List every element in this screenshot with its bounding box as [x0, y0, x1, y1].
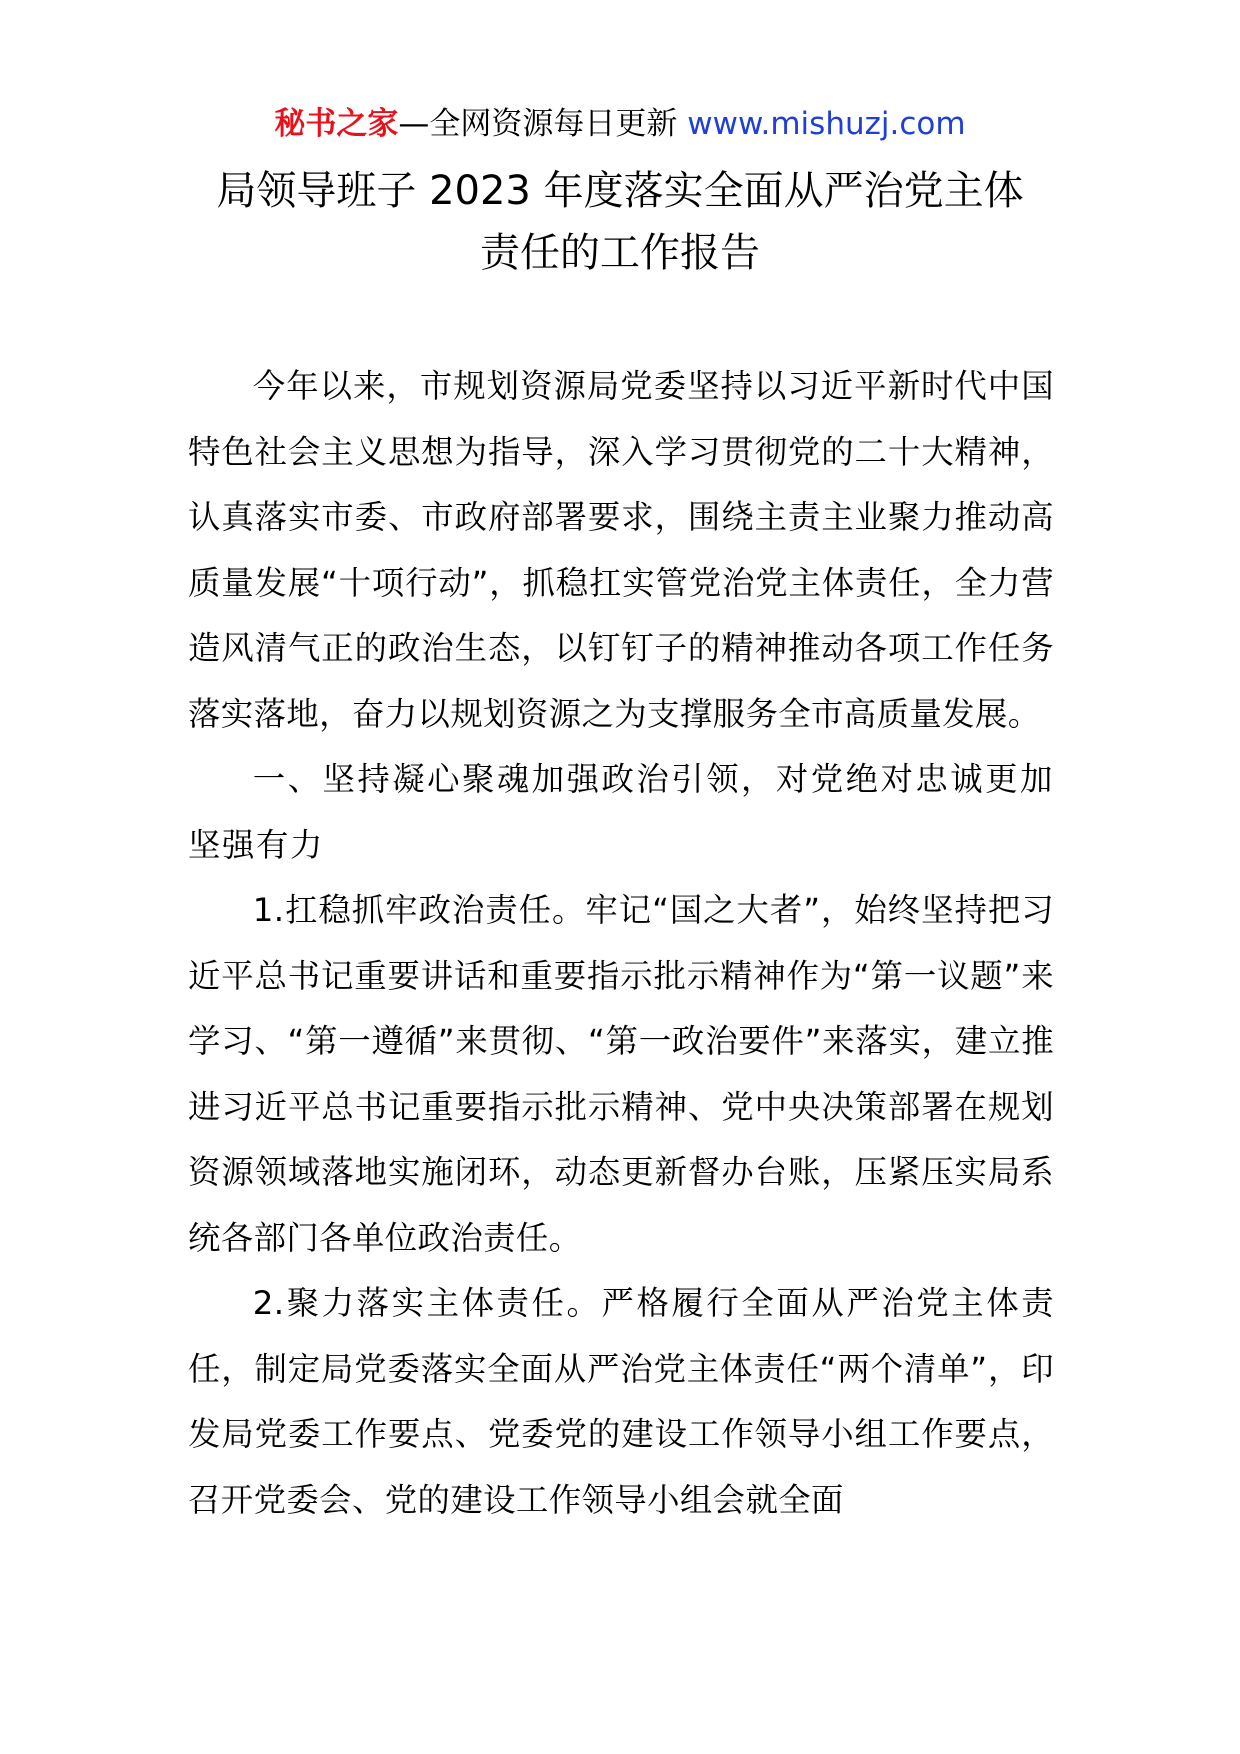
- document-title: [0, 160, 1240, 284]
- document-body: [188, 354, 1054, 1533]
- title-line-1: 局领导班子 2023 年度落实全面从严治党主体: [216, 168, 1024, 214]
- item-paragraph-2: 2.聚力落实主体责任。严格履行全面从严治党主体责任，制定局党委落实全面从严治党主体责任“两个清单”，印发局党委工作要点、党委党的建设工作领导小组工作要点，召开党委会、党的建设工作领导小组会就全面: [188, 1284, 1054, 1519]
- site-banner: [0, 104, 1240, 144]
- banner-slogan: —全网资源每日更新: [398, 106, 678, 142]
- section-heading-1: 一、坚持凝心聚魂加强政治引领，对党绝对忠诚更加坚强有力: [188, 760, 1054, 864]
- item-paragraph-1: 1.扛稳抓牢政治责任。牢记“国之大者”，始终坚持把习近平总书记重要讲话和重要指示批示精神作为“第一议题”来学习、“第一遵循”来贯彻、“第一政治要件”来落实，建立推进习近平总书记重要指示批示精神、党中央决策部署在规划资源领域落地实施闭环，动态更新督办台账，压紧压实局系统各部门各单位政治责任。: [188, 891, 1054, 1257]
- title-line-2: 责任的工作报告: [480, 230, 760, 276]
- site-url-link[interactable]: www.mishuzj.com: [687, 106, 966, 142]
- intro-paragraph: 今年以来，市规划资源局党委坚持以习近平新时代中国特色社会主义思想为指导，深入学习贯彻党的二十大精神，认真落实市委、市政府部署要求，围绕主责主业聚力推动高质量发展“十项行动”，抓稳扛实管党治党主体责任，全力营造风清气正的政治生态，以钉钉子的精神推动各项工作任务落实落地，奋力以规划资源之为支撑服务全市高质量发展。: [188, 367, 1054, 733]
- brand-name: 秘书之家: [274, 106, 399, 142]
